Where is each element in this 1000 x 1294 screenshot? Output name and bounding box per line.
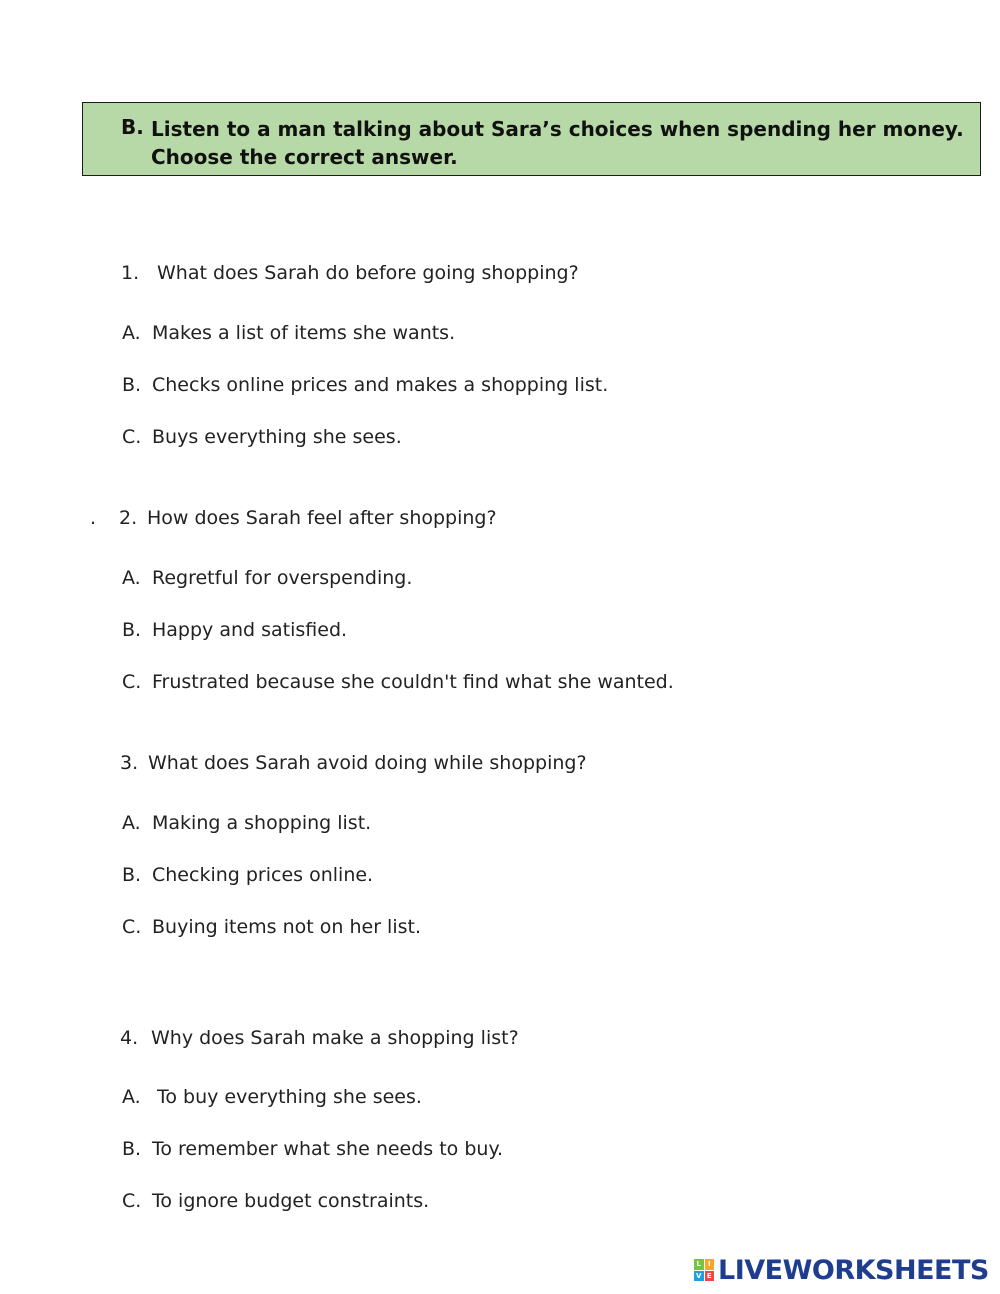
- question-2: [119, 507, 497, 529]
- logo-badge-icon: [694, 1259, 714, 1281]
- option-label: A.: [122, 1086, 141, 1108]
- option-label: B.: [122, 619, 142, 641]
- option-text: Makes a list of items she wants.: [152, 322, 456, 344]
- option-text: To remember what she needs to buy.: [152, 1138, 504, 1160]
- option-text: To buy everything she sees.: [157, 1086, 422, 1108]
- logo-text: LIVEWORKSHEETS: [718, 1254, 989, 1286]
- question-2-option-c[interactable]: [122, 671, 674, 693]
- stray-mark: .: [90, 507, 97, 529]
- question-text: What does Sarah do before going shopping?: [157, 262, 579, 284]
- question-1: [121, 262, 579, 284]
- option-text: Frustrated because she couldn't find what she wanted.: [152, 671, 674, 693]
- option-label: C.: [122, 671, 142, 693]
- option-text: Happy and satisfied.: [152, 619, 348, 641]
- question-3-option-a[interactable]: [122, 812, 371, 834]
- question-number: 4.: [120, 1027, 139, 1049]
- option-text: To ignore budget constraints.: [152, 1190, 430, 1212]
- option-label: C.: [122, 1190, 142, 1212]
- option-label: C.: [122, 426, 142, 448]
- option-text: Checking prices online.: [152, 864, 374, 886]
- option-text: Buying items not on her list.: [152, 916, 421, 938]
- question-number: 2.: [119, 507, 138, 529]
- option-text: Buys everything she sees.: [152, 426, 402, 448]
- instruction-box: [82, 102, 981, 176]
- question-number: 1.: [121, 262, 140, 284]
- question-text: What does Sarah avoid doing while shopping?: [148, 752, 587, 774]
- question-4: [120, 1027, 519, 1049]
- option-label: A.: [122, 812, 141, 834]
- question-1-option-b[interactable]: [122, 374, 608, 396]
- badge-letter: L: [694, 1259, 704, 1270]
- question-number: 3.: [120, 752, 139, 774]
- option-text: Checks online prices and makes a shopping list.: [152, 374, 609, 396]
- option-label: B.: [122, 1138, 142, 1160]
- badge-letter: I: [705, 1259, 715, 1270]
- question-4-option-b[interactable]: [122, 1138, 503, 1160]
- option-text: Regretful for overspending.: [152, 567, 413, 589]
- liveworksheets-logo[interactable]: [694, 1256, 989, 1284]
- question-1-option-c[interactable]: [122, 426, 402, 448]
- question-2-option-a[interactable]: [122, 567, 412, 589]
- option-label: B.: [122, 864, 142, 886]
- option-text: Making a shopping list.: [152, 812, 372, 834]
- option-label: B.: [122, 374, 142, 396]
- badge-letter: E: [705, 1271, 715, 1282]
- question-4-option-a[interactable]: [122, 1086, 422, 1108]
- option-label: A.: [122, 322, 141, 344]
- option-label: A.: [122, 567, 141, 589]
- section-letter: B.: [121, 115, 144, 139]
- question-4-option-c[interactable]: [122, 1190, 429, 1212]
- question-3: [120, 752, 587, 774]
- question-2-option-b[interactable]: [122, 619, 347, 641]
- question-3-option-b[interactable]: [122, 864, 373, 886]
- instruction-text: Listen to a man talking about Sara’s choices when spending her money. Choose the correct answer.: [151, 117, 964, 169]
- question-1-option-a[interactable]: [122, 322, 455, 344]
- option-label: C.: [122, 916, 142, 938]
- question-text: Why does Sarah make a shopping list?: [151, 1027, 519, 1049]
- question-3-option-c[interactable]: [122, 916, 421, 938]
- badge-letter: V: [694, 1271, 704, 1282]
- question-text: How does Sarah feel after shopping?: [147, 507, 497, 529]
